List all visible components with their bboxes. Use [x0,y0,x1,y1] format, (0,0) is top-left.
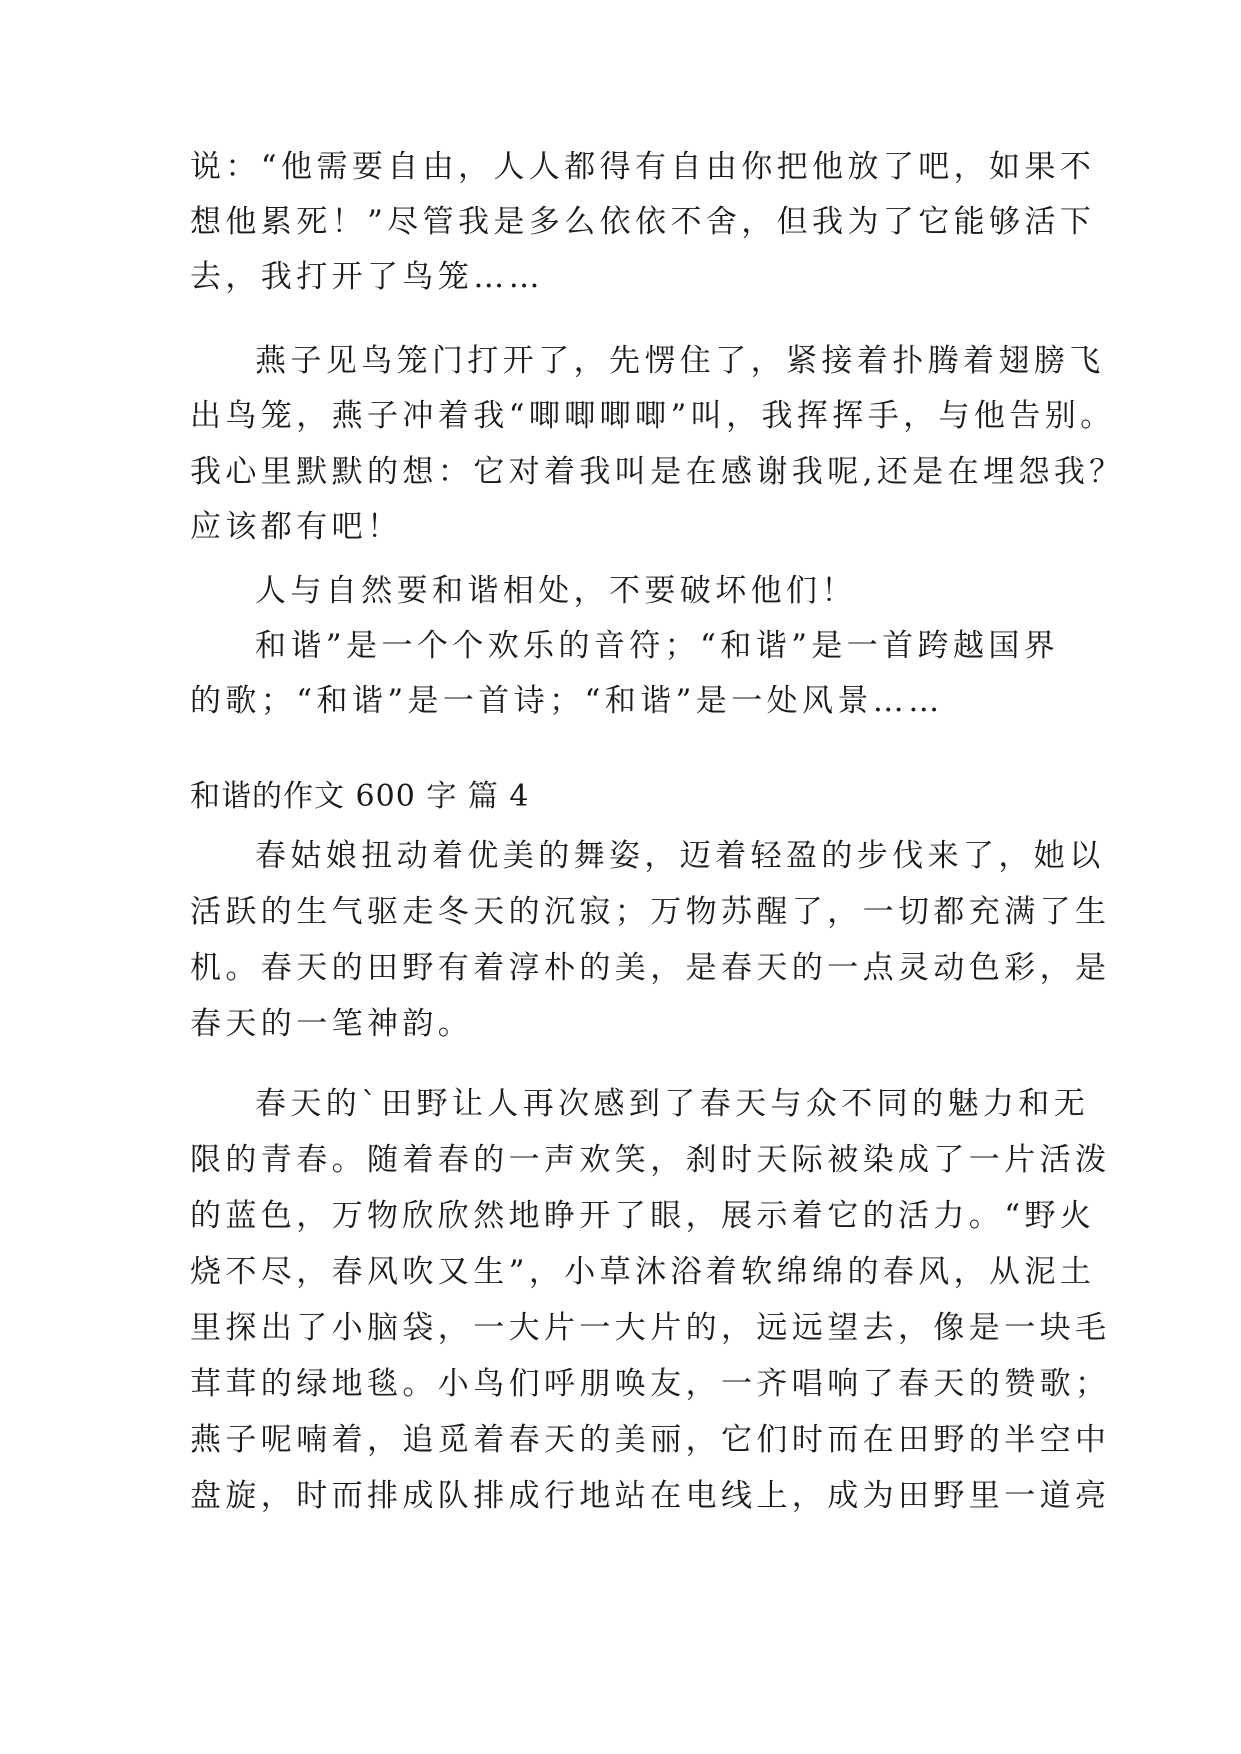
text-line: 去，我打开了鸟笼…… [190,259,544,295]
text-line: 春姑娘扭动着优美的舞姿，迈着轻盈的步伐来了，她以 [255,838,1105,874]
text-line: 春天的一笔神韵。 [190,1006,474,1042]
text-line: 人与自然要和谐相处，不要破坏他们！ [255,573,857,609]
text-line: 里探出了小脑袋，一大片一大片的，远远望去，像是一块毛 [190,1310,1111,1346]
text-line: 想他累死！”尽管我是多么依依不舍，但我为了它能够活下 [190,204,1096,240]
text-line: 茸茸的绿地毯。小鸟们呼朋唤友，一齐唱响了春天的赞歌； [190,1366,1111,1402]
text-line: 的歌；“和谐”是一首诗；“和谐”是一处风景…… [190,683,944,719]
text-line: 盘旋，时而排成队排成行地站在电线上，成为田野里一道亮 [190,1478,1111,1514]
text-line: 机。春天的田野有着淳朴的美，是春天的一点灵动色彩，是 [190,950,1111,986]
text-line: 春天的`田野让人再次感到了春天与众不同的魅力和无 [255,1086,1090,1122]
text-line: 燕子呢喃着，追觅着春天的美丽，它们时而在田野的半空中 [190,1422,1111,1458]
text-line: 活跃的生气驱走冬天的沉寂；万物苏醒了，一切都充满了生 [190,894,1111,930]
text-line: 说：“他需要自由，人人都得有自由你把他放了吧，如果不 [190,149,1096,185]
text-line: 我心里默默的想：它对着我叫是在感谢我呢,还是在埋怨我？ [190,454,1125,490]
text-line: 烧不尽，春风吹又生”，小草沐浴着软绵绵的春风，从泥土 [190,1254,1096,1290]
text-line: 和谐”是一个个欢乐的音符；“和谐”是一首跨越国界 [255,628,1060,664]
section-heading: 和谐的作文 600 字 篇 4 [190,779,530,814]
text-line: 出鸟笼，燕子冲着我“唧唧唧唧”叫，我挥挥手，与他告别。 [190,398,1116,434]
text-line: 限的青春。随着春的一声欢笑，刹时天际被染成了一片活泼 [190,1142,1111,1178]
text-line: 燕子见鸟笼门打开了，先愣住了，紧接着扑腾着翅膀飞 [255,343,1105,379]
text-line: 的蓝色，万物欣欣然地睁开了眼，展示着它的活力。“野火 [190,1198,1096,1234]
text-line: 应该都有吧！ [190,509,403,545]
